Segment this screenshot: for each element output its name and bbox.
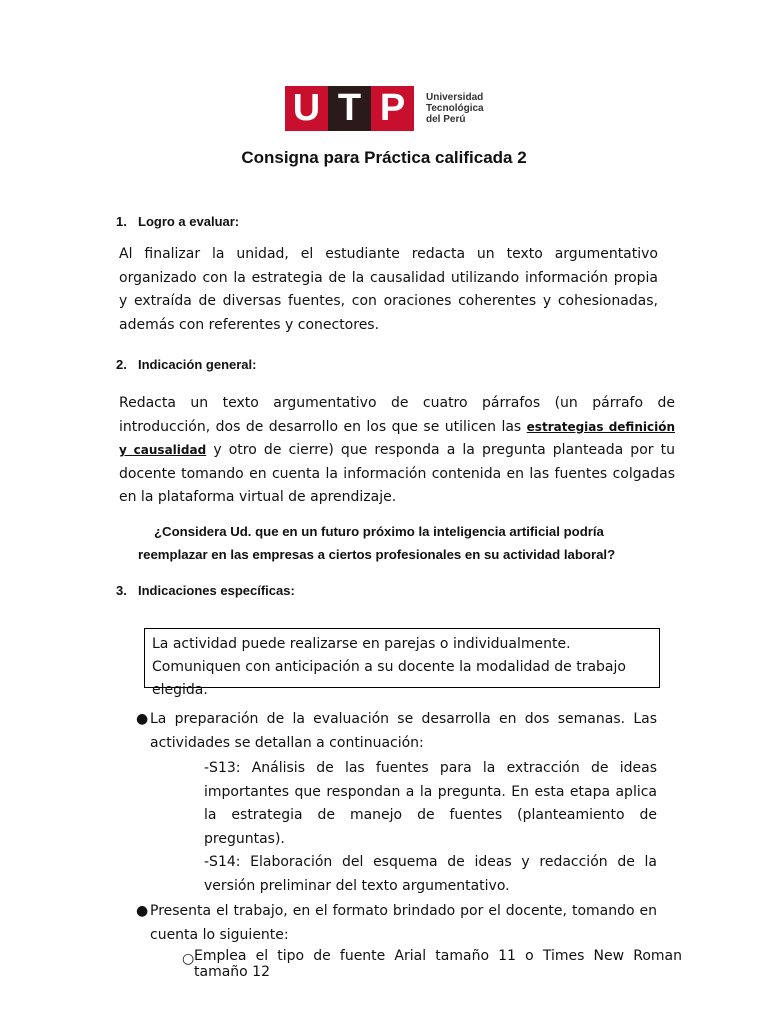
logo-name-line: del Perú — [426, 114, 466, 125]
activity-s13: -S13: Análisis de las fuentes para la extracción de ideas importantes que respondan a la pregunta. En esta etapa aplica la estrategia de manejo de fuentes (planteamiento de preguntas). — [204, 760, 657, 847]
bullet-presentacion — [150, 900, 657, 947]
utp-logo — [285, 86, 485, 131]
section-heading-logro — [116, 214, 239, 229]
bullet-preparacion — [150, 708, 657, 755]
indicacion-general-paragraph — [119, 392, 675, 510]
section-heading-text: Indicaciones específicas: — [138, 583, 295, 598]
section-number: 1. — [116, 214, 127, 229]
logo-letter-u: U — [285, 86, 328, 131]
logro-paragraph: Al finalizar la unidad, el estudiante redacta un texto argumentativo organizado con la estrategia de la causalidad utilizando información propia y extraída de diversas fuentes, con oraciones coherentes y cohesionadas, además con referentes y conectores. — [119, 246, 658, 333]
section-number: 2. — [116, 357, 127, 372]
section-heading-text: Indicación general: — [138, 357, 257, 372]
modality-notice-box — [144, 628, 660, 698]
paragraph-text: y otro de cierre) que responda a la pregunta planteada por tu docente tomando en cuenta la información contenida en las fuentes colgadas en la plataforma virtual de aprendizaje. — [119, 442, 676, 505]
question-line-2: reemplazar en las empresas a ciertos profesionales en su actividad laboral? — [138, 547, 616, 562]
logo-letter-t: T — [328, 86, 371, 131]
bullet-text: Presenta el trabajo, en el formato brindado por el docente, tomando en cuenta lo siguiente: — [150, 903, 657, 943]
paragraph-text: Redacta un texto argumentativo de cuatro párrafos (un párrafo de introducción, dos de desarrollo en los que se utilicen las — [119, 395, 675, 435]
activity-s14: -S14: Elaboración del esquema de ideas y redacción de la versión preliminar del texto argumentativo. — [204, 854, 657, 894]
section-heading-indicacion-general — [116, 357, 256, 372]
strategies-underlined-text: estrategias definición y causalidad — [119, 419, 675, 457]
logo-letter-p: P — [371, 86, 414, 131]
document-title: Consigna para Práctica calificada 2 — [241, 148, 527, 167]
logo-mark — [285, 86, 414, 131]
hollow-bullet-icon: ○ — [182, 951, 195, 967]
question-line-1: ¿Considera Ud. que en un futuro próximo la inteligencia artificial podría — [154, 524, 604, 539]
section-heading-indicaciones-especificas — [116, 583, 295, 598]
modality-notice-text: La actividad puede realizarse en parejas o individualmente. Comuniquen con anticipación a su docente la modalidad de trabajo elegida. — [152, 636, 626, 698]
section-number: 3. — [116, 583, 127, 598]
bullet-text: La preparación de la evaluación se desarrolla en dos semanas. Las actividades se detallan a continuación: — [150, 711, 657, 751]
filled-bullet-icon: ● — [136, 903, 149, 919]
filled-bullet-icon: ● — [136, 711, 149, 727]
section-heading-text: Logro a evaluar: — [138, 214, 240, 229]
sub-bullet-fuente: Emplea el tipo de fuente Arial tamaño 11 o Times New Roman tamaño 12 — [194, 948, 682, 980]
logo-name-line: Universidad — [426, 92, 484, 103]
logo-name-line: Tecnológica — [426, 103, 484, 114]
logo-wordmark — [426, 92, 484, 125]
